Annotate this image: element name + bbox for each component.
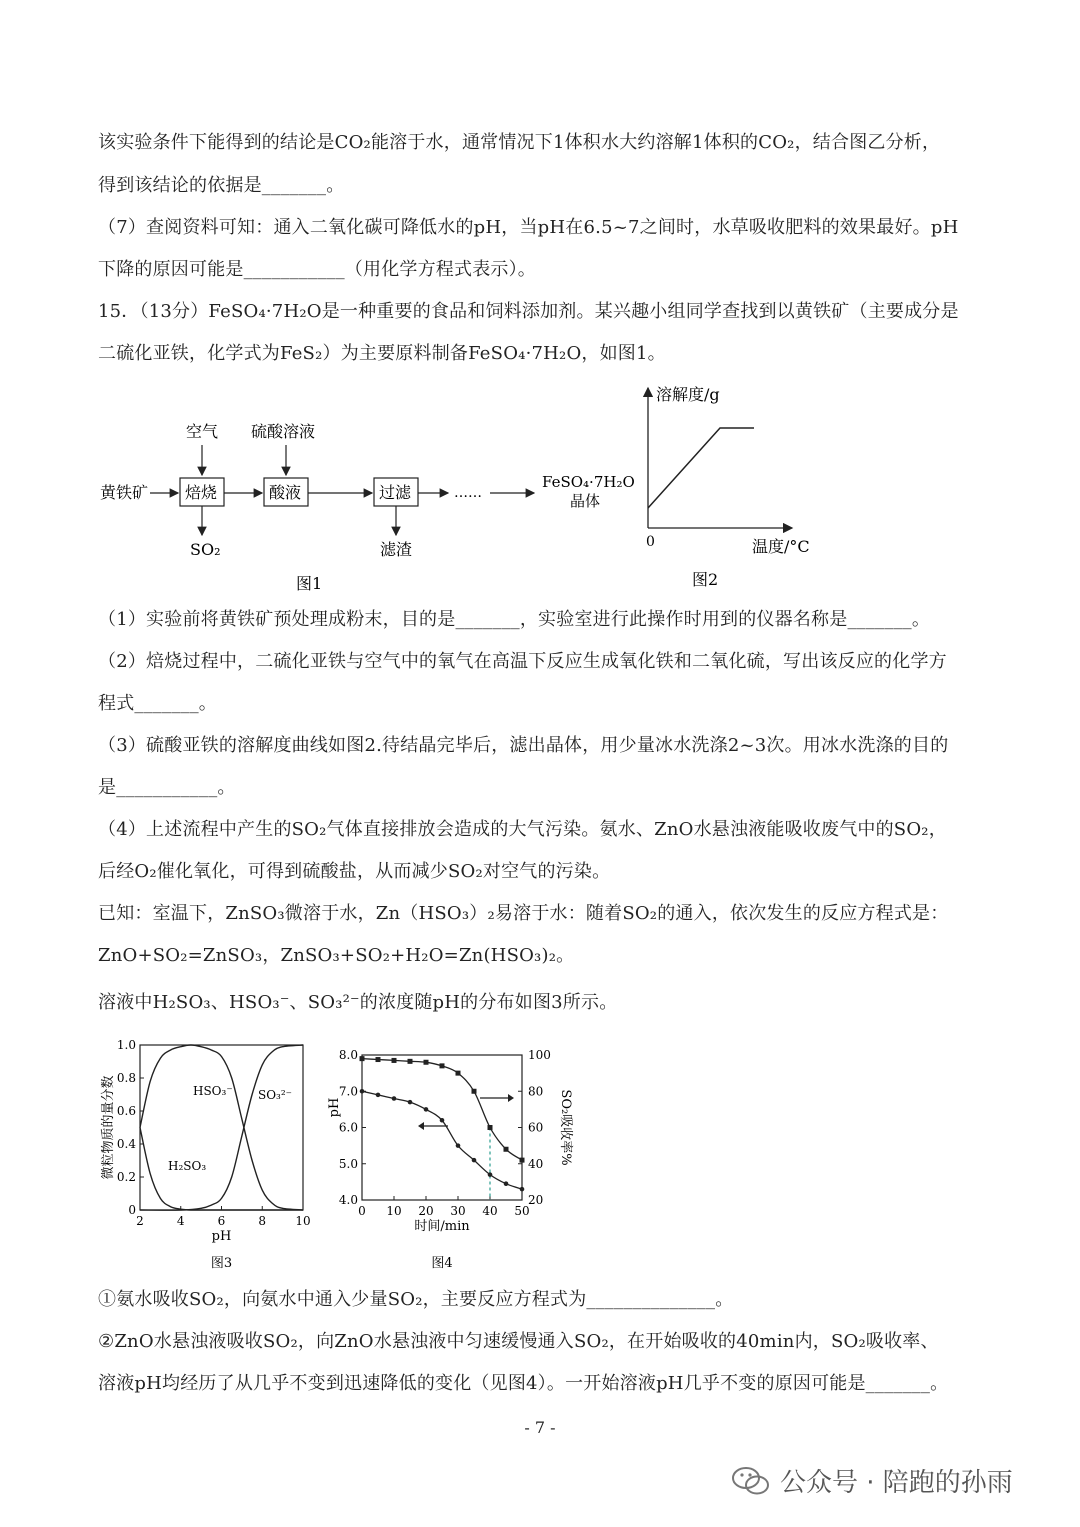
fig4-point-ph [456, 1143, 461, 1148]
wechat-icon [732, 1465, 770, 1497]
text-line-18: ②ZnO水悬浊液吸收SO₂，向ZnO水悬浊液中匀速缓慢通入SO₂，在开始吸收的40min内，SO₂吸收率、 [98, 1331, 939, 1352]
fig4-y2tick-label: 40 [528, 1156, 544, 1171]
fig3-label-h2so3: H₂SO₃ [168, 1159, 207, 1173]
fig4-y2label: SO₂吸收率% [558, 1089, 573, 1166]
fig3-ylabel: 微粒物质的量分数 [101, 1075, 116, 1180]
fig4-point-ph [408, 1100, 413, 1105]
fig3-xtick-label: 4 [176, 1214, 185, 1228]
figure-3-distribution-chart [98, 1035, 328, 1275]
fig2-xlabel: 温度/°C [752, 537, 810, 556]
fig4-xtick-label: 40 [482, 1204, 498, 1218]
fig3-ytick-label: 0 [128, 1203, 136, 1217]
fig1-residue-label: 滤渣 [380, 540, 413, 559]
fig4-point-ph [392, 1096, 397, 1101]
fig3-plot-frame [140, 1045, 303, 1210]
text-line-19: 溶液pH均经历了从几乎不变到迅速降低的变化（见图4）。一开始溶液pH几乎不变的原因可能是_______。 [98, 1373, 949, 1394]
fig3-xlabel: pH [211, 1229, 232, 1244]
fig4-y2tick-label: 60 [528, 1120, 544, 1135]
fig2-caption: 图2 [692, 570, 719, 589]
text-line-3: （7）查阅资料可知：通入二氧化碳可降低水的pH，当pH在6.5~7之间时，水草吸收肥料的效果最好。pH [98, 217, 959, 238]
fig1-product-line1: FeSO₄·7H₂O [542, 473, 635, 491]
fig4-point-absorption [520, 1158, 525, 1163]
figure-1-flowchart [98, 415, 658, 595]
fig4-point-ph [376, 1093, 381, 1098]
fig4-xtick-label: 20 [418, 1204, 434, 1218]
fig4-point-absorption [456, 1071, 461, 1076]
fig1-so2-label: SO₂ [190, 540, 221, 559]
fig4-point-absorption [408, 1059, 413, 1064]
fig2-origin: 0 [646, 534, 655, 550]
fig4-point-ph [504, 1181, 509, 1186]
figure-4-ph-absorption-chart [327, 1035, 573, 1275]
fig1-box-filter-label: 过滤 [379, 483, 412, 502]
text-line-4: 下降的原因可能是___________（用化学方程式表示）。 [98, 259, 536, 280]
text-line-2: 得到该结论的依据是_______。 [98, 175, 345, 196]
fig1-dots: …… [454, 485, 482, 501]
fig3-ytick-label: 0.4 [116, 1137, 136, 1151]
fig4-point-absorption [472, 1089, 477, 1094]
fig2-ylabel: 溶解度/g [656, 385, 720, 404]
fig1-ore-label: 黄铁矿 [100, 483, 149, 502]
text-line-17: ①氨水吸收SO₂，向氨水中通入少量SO₂，主要反应方程式为______________。 [98, 1289, 734, 1310]
text-line-1: 该实验条件下能得到的结论是CO₂能溶于水，通常情况下1体积水大约溶解1体积的CO₂，结合图乙分析， [98, 132, 941, 153]
text-line-14: 已知：室温下，ZnSO₃微溶于水，Zn（HSO₃）₂易溶于水：随着SO₂的通入，依次发生的反应方程式是： [98, 903, 949, 924]
fig4-arrow-left-head [418, 1122, 424, 1130]
fig3-series-line-1 [140, 1045, 303, 1210]
fig3-xtick-label: 2 [136, 1214, 144, 1228]
fig4-series-line-0 [362, 1059, 522, 1161]
fig4-y2tick-label: 80 [528, 1084, 544, 1099]
fig4-point-absorption [424, 1060, 429, 1065]
fig1-caption: 图1 [296, 574, 323, 593]
text-line-13: 后经O₂催化氧化，可得到硫酸盐，从而减少SO₂对空气的污染。 [98, 861, 611, 882]
fig2-curve [648, 428, 754, 508]
fig1-box-roast-label: 焙烧 [185, 483, 218, 502]
text-line-10: （3）硫酸亚铁的溶解度曲线如图2.待结晶完毕后，滤出晶体，用少量冰水洗涤2~3次。用冰水洗涤的目的 [98, 735, 949, 756]
fig4-point-absorption [360, 1056, 365, 1061]
fig4-arrow-right-head [508, 1094, 514, 1102]
figure-2-solubility [630, 380, 830, 595]
fig3-label-so3: SO₃²⁻ [258, 1088, 293, 1102]
watermark-text: 公众号 · 陪跑的孙雨 [780, 1468, 1013, 1498]
fig4-point-absorption [488, 1125, 493, 1130]
fig3-ytick-label: 0.6 [116, 1104, 136, 1118]
fig4-ylabel: pH [327, 1097, 342, 1118]
fig4-point-ph [424, 1107, 429, 1112]
fig4-y2tick-label: 20 [528, 1193, 544, 1207]
fig4-point-absorption [440, 1063, 445, 1068]
fig1-product-line2: 晶体 [570, 492, 601, 510]
fig4-ytick-label: 7.0 [338, 1084, 358, 1099]
text-line-6: 二硫化亚铁，化学式为FeS₂）为主要原料制备FeSO₄·7H₂O，如图1。 [98, 343, 666, 364]
fig4-xtick-label: 10 [386, 1204, 402, 1218]
watermark [732, 1462, 1013, 1499]
fig4-point-ph [360, 1089, 365, 1094]
fig3-ytick-label: 0.2 [116, 1170, 136, 1184]
fig4-ytick-label: 6.0 [338, 1120, 358, 1135]
fig4-point-ph [520, 1187, 525, 1192]
fig3-ytick-label: 0.8 [116, 1071, 136, 1085]
fig4-point-ph [440, 1118, 445, 1123]
fig3-xtick-label: 10 [295, 1214, 311, 1228]
fig4-point-absorption [392, 1058, 397, 1063]
fig4-point-absorption [504, 1147, 509, 1152]
fig1-air-label: 空气 [186, 422, 219, 441]
fig4-ytick-label: 4.0 [338, 1193, 358, 1207]
text-line-12: （4）上述流程中产生的SO₂气体直接排放会造成的大气污染。氨水、ZnO水悬浊液能吸收废气中的SO₂， [98, 819, 947, 840]
fig4-ytick-label: 5.0 [338, 1156, 358, 1171]
text-line-7: （1）实验前将黄铁矿预处理成粉末，目的是_______，实验室进行此操作时用到的仪器名称是_______。 [98, 609, 931, 630]
fig3-series-line-2 [140, 1045, 303, 1210]
fig3-xtick-label: 8 [258, 1214, 267, 1228]
fig3-caption: 图3 [210, 1256, 233, 1271]
fig3-ytick-label: 1.0 [116, 1038, 136, 1052]
text-line-9: 程式_______。 [98, 693, 217, 714]
fig4-xtick-label: 50 [514, 1204, 530, 1218]
fig4-xlabel: 时间/min [414, 1219, 470, 1234]
fig1-box-acid-label: 酸液 [269, 483, 302, 502]
fig4-ytick-label: 8.0 [338, 1048, 358, 1062]
text-line-8: （2）焙烧过程中，二硫化亚铁与空气中的氧气在高温下反应生成氧化铁和二氧化硫，写出该反应的化学方 [98, 651, 947, 672]
text-line-11: 是___________。 [98, 777, 236, 798]
text-line-15: ZnO+SO₂=ZnSO₃，ZnSO₃+SO₂+H₂O=Zn(HSO₃)₂。 [98, 945, 575, 966]
fig1-acid-label: 硫酸溶液 [251, 422, 316, 441]
fig4-plot-frame [362, 1055, 522, 1200]
fig4-point-absorption [376, 1057, 381, 1062]
text-line-5: 15．（13分）FeSO₄·7H₂O是一种重要的食品和饲料添加剂。某兴趣小组同学查找到以黄铁矿（主要成分是 [98, 301, 959, 322]
page-number: - 7 - [524, 1418, 556, 1437]
fig4-point-ph [472, 1158, 477, 1163]
fig4-point-ph [488, 1172, 493, 1177]
fig3-xtick-label: 6 [217, 1214, 226, 1228]
fig4-caption: 图4 [431, 1256, 453, 1271]
fig4-xtick-label: 0 [358, 1204, 366, 1218]
fig4-xtick-label: 30 [450, 1204, 466, 1218]
text-line-16: 溶液中H₂SO₃、HSO₃⁻、SO₃²⁻的浓度随pH的分布如图3所示。 [98, 992, 618, 1013]
fig3-label-hso3: HSO₃⁻ [193, 1084, 233, 1098]
fig4-y2tick-label: 100 [528, 1048, 551, 1062]
